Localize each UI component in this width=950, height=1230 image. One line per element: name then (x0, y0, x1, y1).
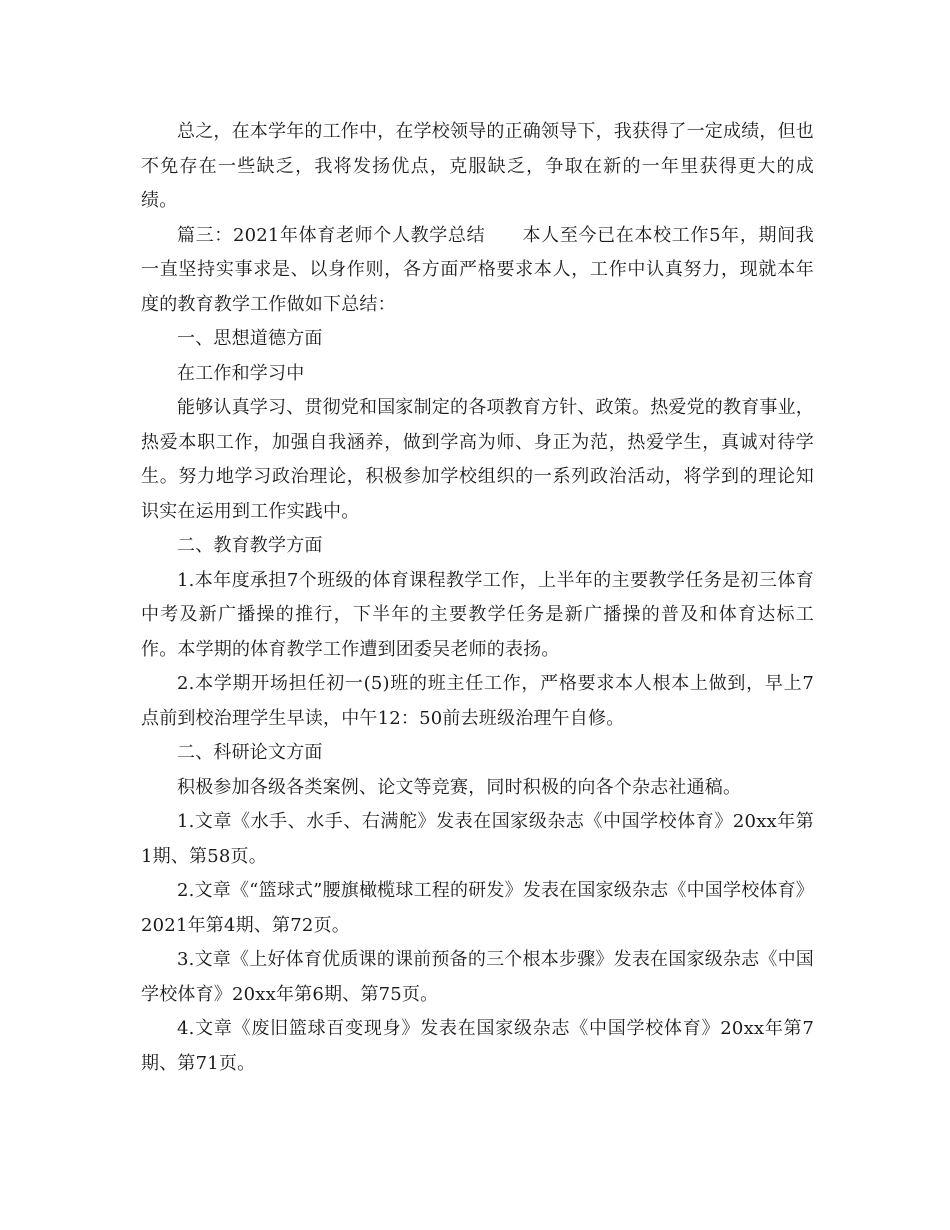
paragraph-part-three-intro: 篇三：2021年体育老师个人教学总结 本人至今已在本校工作5年，期间我一直坚持实事求是、以身作则，各方面严格要求本人，工作中认真努力，现就本年度的教育教学工作做如下总结： (141, 224, 814, 315)
list-item-article-1: 1.文章《水手、水手、右满舵》发表在国家级杂志《中国学校体育》20xx年第1期、第58页。 (141, 811, 814, 867)
list-item-article-2: 2.文章《“篮球式”腰旗橄榄球工程的研发》发表在国家级杂志《中国学校体育》2021年第4期、第72页。 (141, 880, 814, 936)
paragraph-conclusion: 总之，在本学年的工作中，在学校领导的正确领导下，我获得了一定成绩，但也不免存在一些缺乏，我将发扬优点，克服缺乏，争取在新的一年里获得更大的成绩。 (141, 121, 814, 211)
paragraph-teaching-1: 1.本年度承担7个班级的体育课程教学工作，上半年的主要教学任务是初三体育中考及新广播操的推行，下半年的主要教学任务是新广播操的普及和体育达标工作。本学期的体育教学工作遭到团委吴老师的表扬。 (141, 569, 814, 660)
document-body (141, 115, 814, 1081)
paragraph-teaching-2: 2.本学期开场担任初一(5)班的班主任工作，严格要求本人根本上做到，早上7点前到校治理学生早读，中午12：50前去班级治理午自修。 (141, 673, 814, 729)
list-item-article-4: 4.文章《废旧篮球百变现身》发表在国家级杂志《中国学校体育》20xx年第7期、第71页。 (141, 1018, 814, 1074)
paragraph-research-intro: 积极参加各级各类案例、论文等竞赛，同时积极的向各个杂志社通稿。 (177, 776, 742, 798)
section-heading-teaching: 二、教育教学方面 (177, 535, 323, 556)
paragraph-ethics-body: 能够认真学习、贯彻党和国家制定的各项教育方针、政策。热爱党的教育事业，热爱本职工作，加强自我涵养，做到学高为师、身正为范，热爱学生，真诚对待学生。努力地学习政治理论，积极参加学校组织的一系列政治活动，将学到的理论知识实在运用到工作实践中。 (141, 397, 814, 522)
paragraph-work-study: 在工作和学习中 (177, 362, 305, 384)
section-heading-ethics: 一、思想道德方面 (177, 328, 323, 349)
list-item-article-3: 3.文章《上好体育优质课的课前预备的三个根本步骤》发表在国家级杂志《中国学校体育》20xx年第6期、第75页。 (141, 949, 814, 1005)
section-heading-research: 二、科研论文方面 (177, 742, 323, 763)
